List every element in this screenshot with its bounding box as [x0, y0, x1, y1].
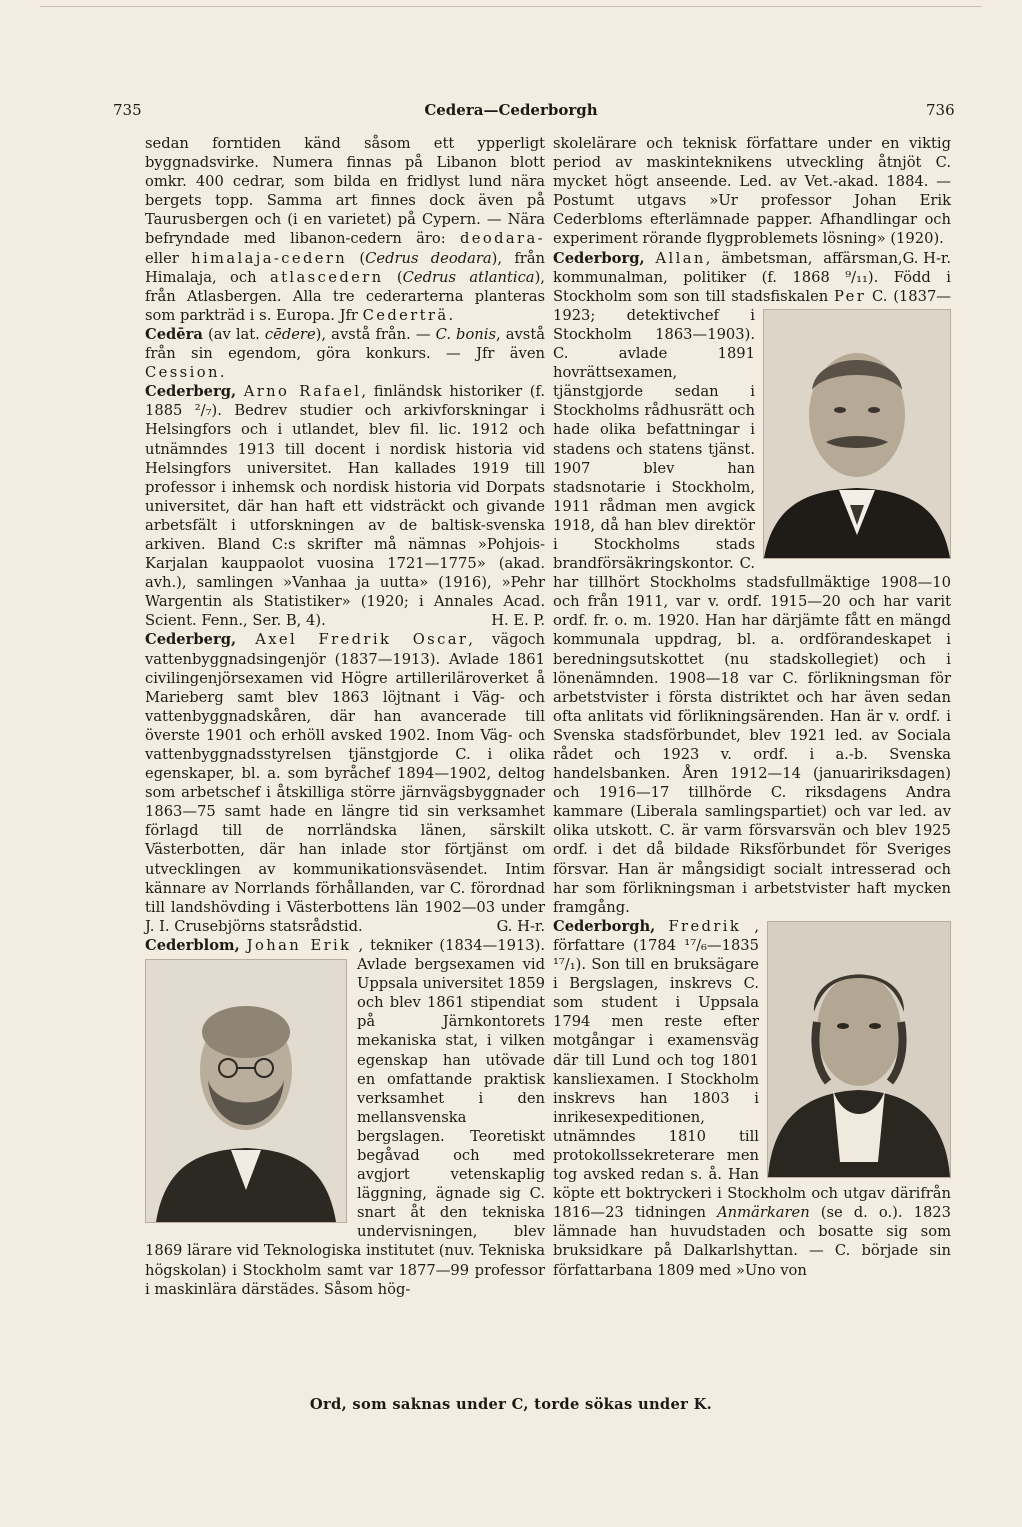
footer-note: Ord, som saknas under C, torde sökas under K.: [309, 1396, 713, 1413]
entry-cedrus-continued: sedan forntiden känd såsom ett ypperligt byggnadsvirke. Numera finnas på Libanon blott omkr. 400 cedrar, som bilda en fridlyst lund nära bergets topp. Samma art finnes dock även på Taurusbergen och (i en varietet) på Cypern. — Nära befryndade med libanon-cedern äro: deodara- eller himalaja-cedern (Cedrus deodara), från Himalaja, och atlascedern (Cedrus atlantica), från Atlasbergen. Alla tre cederarterna planteras som parkträd i s. Europa. Jfr Cederträ.: [145, 135, 545, 324]
cross-reference-link[interactable]: Cession: [145, 364, 220, 382]
entry-headword: Cederblom,: [145, 936, 240, 954]
entry-headword: Cederberg,: [145, 631, 237, 649]
portrait-cederborgh-engraving: [767, 921, 951, 1178]
right-column: [553, 134, 951, 1280]
cross-reference-link[interactable]: Cederträ: [362, 306, 449, 324]
entry-cederblom-continued: skolelärare och teknisk författare under en viktig period av maskinteknikens utveckling åtnjöt C. mycket högt anseende. Led. av Vet.-akad. 1884. — Postumt utgavs »Ur professor Johan Erik Cederbloms efterlämnade papper. Afhandlingar och experiment rörande flygproblemets lösning» (1920). G. H-r.: [553, 135, 951, 267]
portrait-cederblom-photo: [145, 959, 347, 1223]
entry-headword: Cedēra: [145, 325, 203, 343]
entry-headword: Cederberg,: [145, 383, 237, 401]
left-column: [145, 134, 545, 1299]
author-signature: H. E. P.: [491, 612, 545, 630]
author-signature: G. H-r.: [902, 249, 951, 267]
running-header: Cedera—Cederborgh: [424, 101, 598, 119]
page-number-right: 736: [926, 101, 955, 119]
entry-headword: Cederborgh,: [553, 917, 656, 935]
author-signature: G. H-r.: [496, 917, 545, 935]
entry-cederborg-allan: Cederborg, Allan, ämbetsman, affärsman, kommunalman, politiker (f. 1868 ⁹/₁₁). Född i Stockholm som son till stadsfiskalen Per C. (1837—1923; detektivchef i Stockholm 1863—1903). C. avlade 1891 hovrättsexamen, tjänstgjorde sedan i Stockholms rådhusrätt och hade olika befattningar i stadens och statens tjänst. 1907 blev han stadsnotarie i Stockholm, 1911 rådman men avgick 1918, då han blev direktör i Stockholms stads brandförsäkringskontor. C. har tillhört Stockholms stadsfullmäktige 1908—10 och från 1911, var v. ordf. 1915—20 och har varit ordf. fr. o. m. 1920. Han har därjämte fått en mängd kommunala uppdrag, bl. a. ordförandeskapet i beredningsutskottet (nu stadskollegiet) och i lönenämnden. 1908—18 var C. förlikningsman för arbetstvister i första distriktet och har även sedan ofta anlitats vid förlikningsärenden. Han är v. ordf. i Svenska stadsförbundet, blev 1921 led. av Sociala rådet och 1923 v. ordf. i a.-b. Svenska handelsbanken. Åren 1912—14 (januaririksdagen) och 1916—17 tillhörde C. riksdagens Andra kammare (Liberala samlingspartiet) och var led. av olika utskott. C. är varm försvarsvän och blev 1925 ordf. i det då bildade Riksförbundet för Sveriges försvar. Han är mångsidigt socialt intresserad och har som förlikningsman i arbetstvister haft mycken framgång.: [553, 249, 951, 916]
page-number-left: 735: [113, 101, 142, 119]
entry-cedera: Cedēra (av lat. cēdere), avstå från. — C. bonis, avstå från sin egendom, göra konkurs. — Jfr även Cession.: [145, 325, 545, 382]
entry-cederborgh: Cederborgh, Fredrik , författare (1784 ¹⁷/₆—1835 ¹⁷/₁). Son till en bruksägare i Bergslagen, inskrevs C. som student i Uppsala 1794 men reste efter motgångar i examensväg där till Lund och tog 1801 kansliexamen. I Stockholm inskrevs han 1803 i inrikesexpeditionen, utnämndes 1810 till protokollssekreterare men tog avsked redan s. å. Han köpte ett boktryckeri i Stockholm och utgav därifrån 1816—23 tidningen Anmärkaren (se d. o.). 1823 lämnade han huvudstaden och bosatte sig som bruksidkare på Dalkarlshyttan. — C. började sin författarbana 1809 med »Uno von: [553, 917, 951, 1279]
top-rule: [40, 6, 982, 7]
journal-title: Anmärkaren: [717, 1204, 810, 1222]
entry-headword: Cederborg,: [553, 249, 645, 267]
entry-cederberg-arno: Cederberg, Arno Rafael, finländsk historiker (f. 1885 ²/₇). Bedrev studier och arkivforskningar i Helsingfors och i utlandet, blev fil. lic. 1912 och utnämndes 1913 till docent i nordisk historia vid Helsingfors universitet. Han kallades 1919 till professor i inhemsk och nordisk historia vid Dorpats universitet, där han haft ett vidsträckt och givande arbetsfält i utforskningen av de baltisk-svenska arkiven. Bland C:s skrifter må nämnas »Pohjois-Karjalan kauppaolot vuosina 1721—1775» (akad. avh.), samlingen »Vanhaa ja uutta» (1916), »Pehr Wargentin als Statistiker» (1920; i Annales Acad. Scient. Fenn., Ser. B, 4). H. E. P.: [145, 383, 546, 630]
portrait-cederborg-photo: [763, 309, 951, 559]
entry-cederblom: Cederblom, Johan Erik , tekniker (1834—1913). Avlade bergsexamen vid Uppsala universitet 1859 och blev 1861 stipendiat på Järnkontorets mekaniska stat, i vilken egenskap han utövade en omfattande praktisk verksamhet i den mellansvenska bergslagen. Teoretiskt begåvad och med avgjort vetenskaplig läggning, ägnade sig C. snart åt den tekniska undervisningen, blev 1869 lärare vid Teknologiska institutet (nuv. Tekniska högskolan) i Stockholm samt var 1877—99 professor i maskinlära därstädes. Såsom hög-: [145, 936, 546, 1298]
entry-cederberg-axel: Cederberg, Axel Fredrik Oscar, vägoch vattenbyggnadsingenjör (1837—1913). Avlade 1861 civilingenjörsexamen vid Högre artilleriläroverket å Marieberg samt blev 1863 löjtnant i Väg- och vattenbyggnadskåren, där han avancerade till överste 1901 och erhöll avsked 1902. Inom Väg- och vattenbyggnadsstyrelsen tjänstgjorde C. i olika egenskaper, bl. a. som byråchef 1894—1902, deltog som arbetschef i åtskilliga större järnvägsbyggnader 1863—75 samt hade en längre tid sin verksamhet förlagd till de norrländska länen, särskilt Västerbotten, där han inlade stor förtjänst om utvecklingen av kommunikationsväsendet. Intim kännare av Norrlands förhållanden, var C. förordnad till landshövding i Västerbottens län 1902—03 under J. I. Crusebjörns statsrådstid. G. H-r.: [145, 631, 546, 935]
